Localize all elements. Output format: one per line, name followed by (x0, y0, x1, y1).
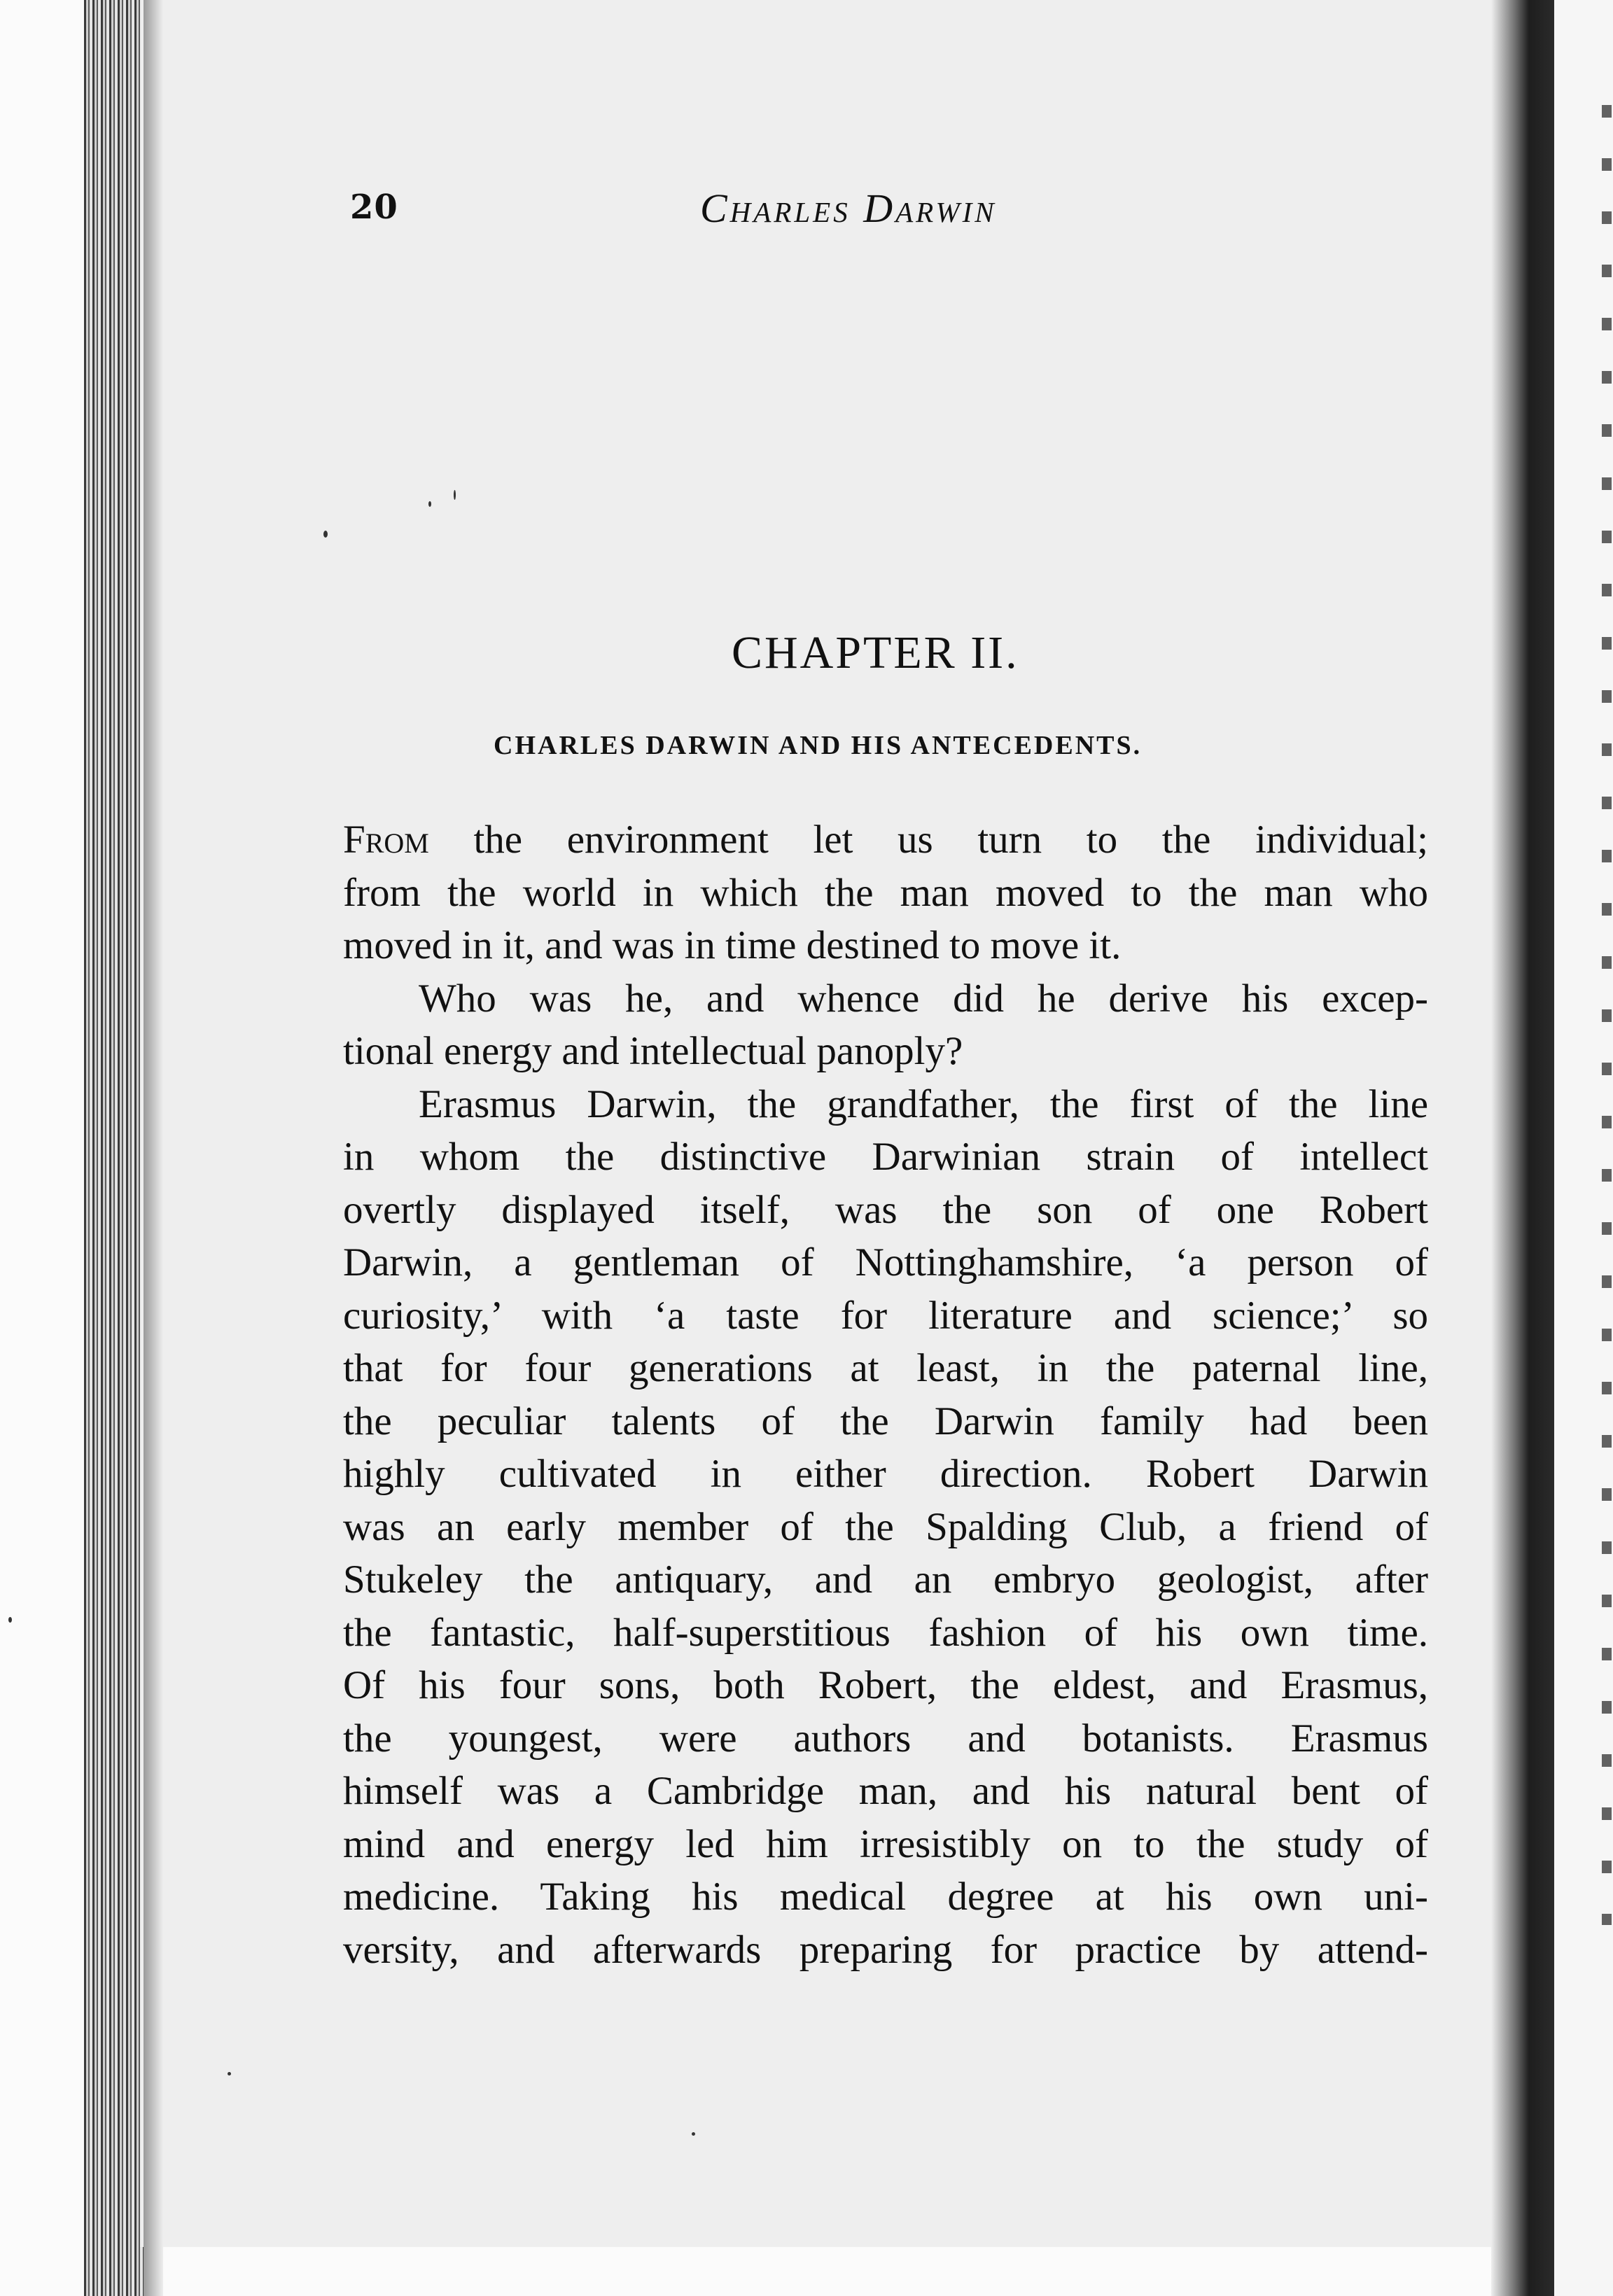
text-line: Darwin, a gentleman of Nottinghamshire, ‘a person of (343, 1240, 1428, 1284)
scan-speck (428, 501, 431, 507)
page-number: 20 (350, 188, 398, 227)
text-line: Of his four sons, both Robert, the eldest, and Erasmus, (343, 1663, 1428, 1707)
text-line: curiosity,’ with ‘a taste for literature and science;’ so (343, 1293, 1428, 1338)
text-line: medicine. Taking his medical degree at his own uni- (343, 1875, 1428, 1919)
text-line: mind and energy led him irresistibly on to the study of (343, 1821, 1428, 1866)
adjacent-page-text-fragments (1602, 105, 1612, 1925)
text-line (343, 813, 1428, 867)
chapter-heading: CHAPTER II. (732, 627, 1019, 678)
page-fold-shadow (1491, 0, 1554, 2296)
text-line: overtly displayed itself, was the son of one Robert (343, 1187, 1428, 1232)
text-line: in whom the distinctive Darwinian strain of intellect (343, 1135, 1428, 1179)
body-text (343, 813, 1428, 1976)
opening-small-caps-word: From (343, 818, 429, 862)
text-line: Who was he, and whence did he derive his excep- (419, 976, 1428, 1021)
text-line: versity, and afterwards preparing for practice by attend- (343, 1927, 1428, 1972)
text-line: was an early member of the Spalding Club, a friend of (343, 1504, 1428, 1549)
text-line: the fantastic, half-superstitious fashion of his own time. (343, 1610, 1428, 1655)
text-line: the peculiar talents of the Darwin family had been (343, 1399, 1428, 1443)
text-line: himself was a Cambridge man, and his natural bent of (343, 1769, 1428, 1813)
text-line: the youngest, were authors and botanists. Erasmus (343, 1716, 1428, 1760)
text-line: highly cultivated in either direction. Robert Darwin (343, 1452, 1428, 1496)
text-line: that for four generations at least, in the paternal line, (343, 1346, 1428, 1390)
text-line: Erasmus Darwin, the grandfather, the first of the line (419, 1082, 1428, 1126)
text-line-content: the environment let us turn to the individual; (428, 818, 1428, 862)
scan-speck (454, 490, 456, 500)
gutter-shadow (144, 0, 163, 2296)
text-line: Stukeley the antiquary, and an embryo geologist, after (343, 1558, 1428, 1602)
scan-speck (692, 2132, 695, 2136)
scan-speck (8, 1617, 12, 1623)
scan-speck (323, 531, 328, 538)
text-line: moved in it, and was in time destined to move it. (343, 923, 1122, 967)
chapter-subtitle: CHARLES DARWIN AND HIS ANTECEDENTS. (494, 731, 1143, 760)
text-line: from the world in which the man moved to the man who (343, 870, 1428, 915)
text-line: tional energy and intellectual panoply? (343, 1029, 963, 1073)
running-title: Charles Darwin (700, 186, 997, 231)
scan-speck (228, 2072, 231, 2076)
